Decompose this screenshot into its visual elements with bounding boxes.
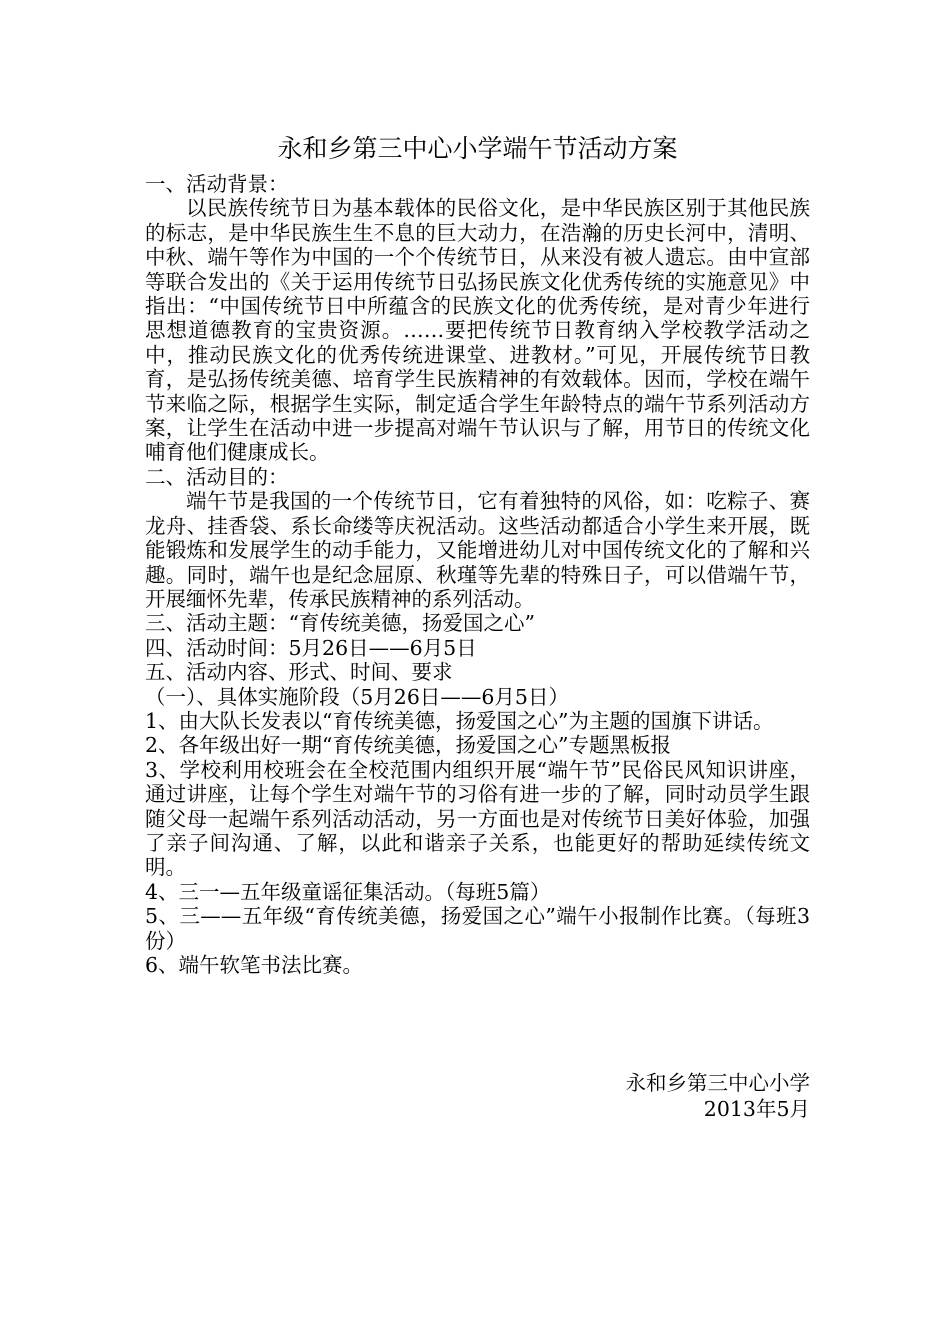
purpose-paragraph: 端午节是我国的一个传统节日，它有着独特的风俗，如：吃粽子、赛龙舟、挂香袋、系长命缕等庆祝活动。这些活动都适合小学生来开展，既能锻炼和发展学生的动手能力，又能增进幼儿对中国传统文化的了解和兴趣。同时，端午也是纪念屈原、秋瑾等先辈的特殊日子，可以借端午节，开展缅怀先辈，传承民族精神的系列活动。 — [145, 489, 810, 611]
time-line: 四、活动时间：5月26日——6月5日 — [145, 635, 477, 660]
document-body — [145, 132, 810, 977]
signature-date: 2013年5月 — [703, 1097, 810, 1121]
theme-line: 三、活动主题：“育传统美德，扬爱国之心” — [145, 611, 535, 636]
list-item: 6、端午软笔书法比赛。 — [145, 953, 364, 977]
signature-school: 永和乡第三中心小学 — [625, 1071, 810, 1095]
content-heading: 五、活动内容、形式、时间、要求 — [145, 660, 453, 685]
document-title: 永和乡第三中心小学端午节活动方案 — [277, 134, 678, 163]
list-item: 4、三一—五年级童谣征集活动。（每班5篇） — [145, 879, 551, 904]
list-item: 5、三——五年级“育传统美德，扬爱国之心”端午小报制作比赛。（每班3份） — [145, 904, 810, 953]
list-item: 3、学校利用校班会在全校范围内组织开展“端午节”民俗民风知识讲座，通过讲座，让每个学生对端午节的习俗有进一步的了解，同时动员学生跟随父母一起端午系列活动活动，另一方面也是对传统节日美好体验，加强了亲子间沟通、了解，以此和谐亲子关系，也能更好的帮助延续传统文明。 — [145, 757, 810, 880]
purpose-heading: 二、活动目的： — [145, 464, 289, 489]
signature-block — [626, 1070, 811, 1122]
list-item: 2、各年级出好一期“育传统美德，扬爱国之心”专题黑板报 — [145, 733, 672, 758]
background-heading: 一、活动背景： — [145, 172, 289, 196]
list-item: 1、由大队长发表以“育传统美德，扬爱国之心”为主题的国旗下讲话。 — [145, 708, 774, 733]
background-paragraph: 以民族传统节日为基本载体的民俗文化，是中华民族区别于其他民族的标志，是中华民族生生不息的巨大动力，在浩瀚的历史长河中，清明、中秋、端午等作为中国的一个个传统节日，从来没有被人遗忘。由中宣部等联合发出的《关于运用传统节日弘扬民族文化优秀传统的实施意见》中指出：“中国传统节日中所蕴含的民族文化的优秀传统，是对青少年进行思想道德教育的宝贵资源。……要把传统节日教育纳入学校教学活动之中，推动民族文化的优秀传统进课堂、进教材。”可见，开展传统节日教育，是弘扬传统美德、培育学生民族精神的有效载体。因而，学校在端午节来临之际，根据学生实际，制定适合学生年龄特点的端午节系列活动方案，让学生在活动中进一步提高对端午节认识与了解，用节日的传统文化哺育他们健康成长。 — [145, 196, 810, 465]
stage-heading: （一）、具体实施阶段（5月26日——6月5日） — [145, 684, 569, 709]
